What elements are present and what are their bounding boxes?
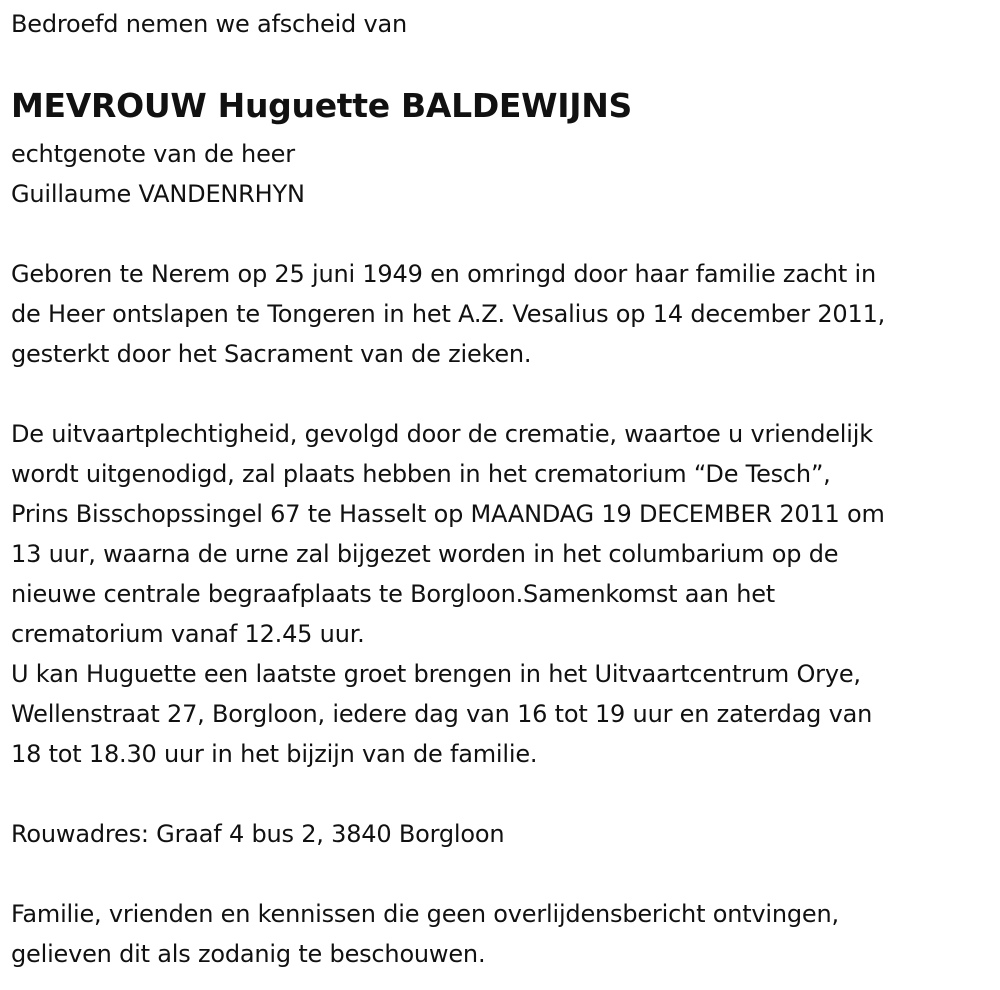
birth-death-line: de Heer ontslapen te Tongeren in het A.Z. Vesalius op 14 december 2011,	[11, 300, 886, 328]
funeral-line: Prins Bisschopssingel 67 te Hasselt op MAANDAG 19 DECEMBER 2011 om	[11, 500, 885, 528]
spouse-line: Guillaume VANDENRHYN	[11, 180, 305, 208]
funeral-line: Wellenstraat 27, Borgloon, iedere dag van 16 tot 19 uur en zaterdag van	[11, 700, 873, 728]
intro-text: Bedroefd nemen we afscheid van	[11, 10, 408, 38]
funeral-line: 18 tot 18.30 uur in het bijzijn van de familie.	[11, 740, 538, 768]
birth-death-line: gesterkt door het Sacrament van de zieken.	[11, 340, 532, 368]
funeral-line: nieuwe centrale begraafplaats te Borgloon.Samenkomst aan het	[11, 580, 776, 608]
funeral-line: De uitvaartplechtigheid, gevolgd door de crematie, waartoe u vriendelijk	[11, 420, 873, 448]
birth-death-line: Geboren te Nerem op 25 juni 1949 en omringd door haar familie zacht in	[11, 260, 876, 288]
mourning-address: Rouwadres: Graaf 4 bus 2, 3840 Borgloon	[11, 820, 505, 848]
funeral-line: crematorium vanaf 12.45 uur.	[11, 620, 365, 648]
closing-line: Familie, vrienden en kennissen die geen overlijdensbericht ontvingen,	[11, 900, 839, 928]
funeral-line: U kan Huguette een laatste groet brengen in het Uitvaartcentrum Orye,	[11, 660, 861, 688]
spouse-line: echtgenote van de heer	[11, 140, 295, 168]
funeral-line: wordt uitgenodigd, zal plaats hebben in het crematorium “De Tesch”,	[11, 460, 831, 488]
deceased-name: MEVROUW Huguette BALDEWIJNS	[11, 86, 632, 125]
funeral-line: 13 uur, waarna de urne zal bijgezet worden in het columbarium op de	[11, 540, 839, 568]
closing-line: gelieven dit als zodanig te beschouwen.	[11, 940, 486, 968]
